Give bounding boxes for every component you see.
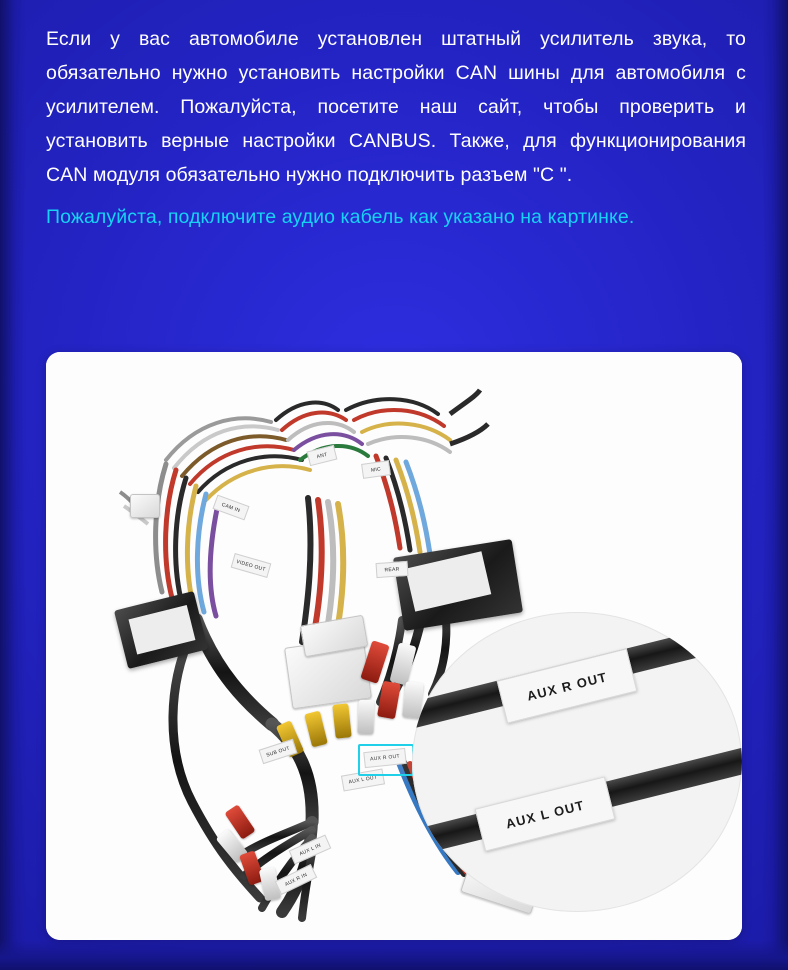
zoom-label-aux-r-out: AUX R OUT — [497, 648, 638, 723]
zoom-label-aux-l-out: AUX L OUT — [475, 776, 616, 851]
wire-label-aux-l-out: AUX L OUT — [341, 768, 385, 791]
page-right-vignette — [762, 0, 788, 970]
connector-2pin-white — [130, 494, 160, 518]
wire-label-mic: MIC — [361, 460, 391, 479]
rca-plug-white-3 — [357, 700, 374, 735]
zoom-bubble-content — [412, 612, 742, 912]
wire-label-cam-in: CAM IN — [212, 495, 249, 521]
fuse-box-sticker — [129, 605, 196, 654]
wire-label-aux-l-in: AUX L IN — [289, 835, 332, 865]
canbus-module-sticker — [405, 551, 491, 611]
highlight-marker-aux-r-out — [358, 744, 414, 776]
wire-label-video-out: VIDEO OUT — [231, 553, 272, 578]
wire-label-rear: REAR — [376, 561, 409, 578]
rca-plug-yellow-3 — [332, 703, 351, 738]
instruction-text-block — [46, 22, 746, 236]
wiring-photo-card — [46, 352, 742, 940]
zoom-bubble — [412, 612, 742, 912]
page-bottom-gradient — [0, 940, 788, 970]
wiring-harness-photo — [46, 352, 742, 940]
wire-label-sub-out: SUB OUT — [259, 739, 298, 764]
instruction-paragraph-1: Если у вас автомобиле установлен штатный усилитель звука, то обязательно нужно установить настройки CAN шины для автомобиля с усилителем. Пожалуйста, посетите наш сайт, чтобы проверить и установить верные настройки CANBUS. Также, для функционирования CAN модуля обязательно нужно подключить разъем "C ". — [46, 28, 746, 186]
page-left-vignette — [0, 0, 26, 970]
wire-label-aux-r-out: AUX R OUT — [363, 748, 406, 768]
wire-label-aux-r-in: AUX R IN — [275, 864, 318, 895]
instruction-paragraph-2: Пожалуйста, подключите аудио кабель как указано на картинке. — [46, 206, 635, 228]
wire-label-ant: ANT — [307, 445, 338, 466]
